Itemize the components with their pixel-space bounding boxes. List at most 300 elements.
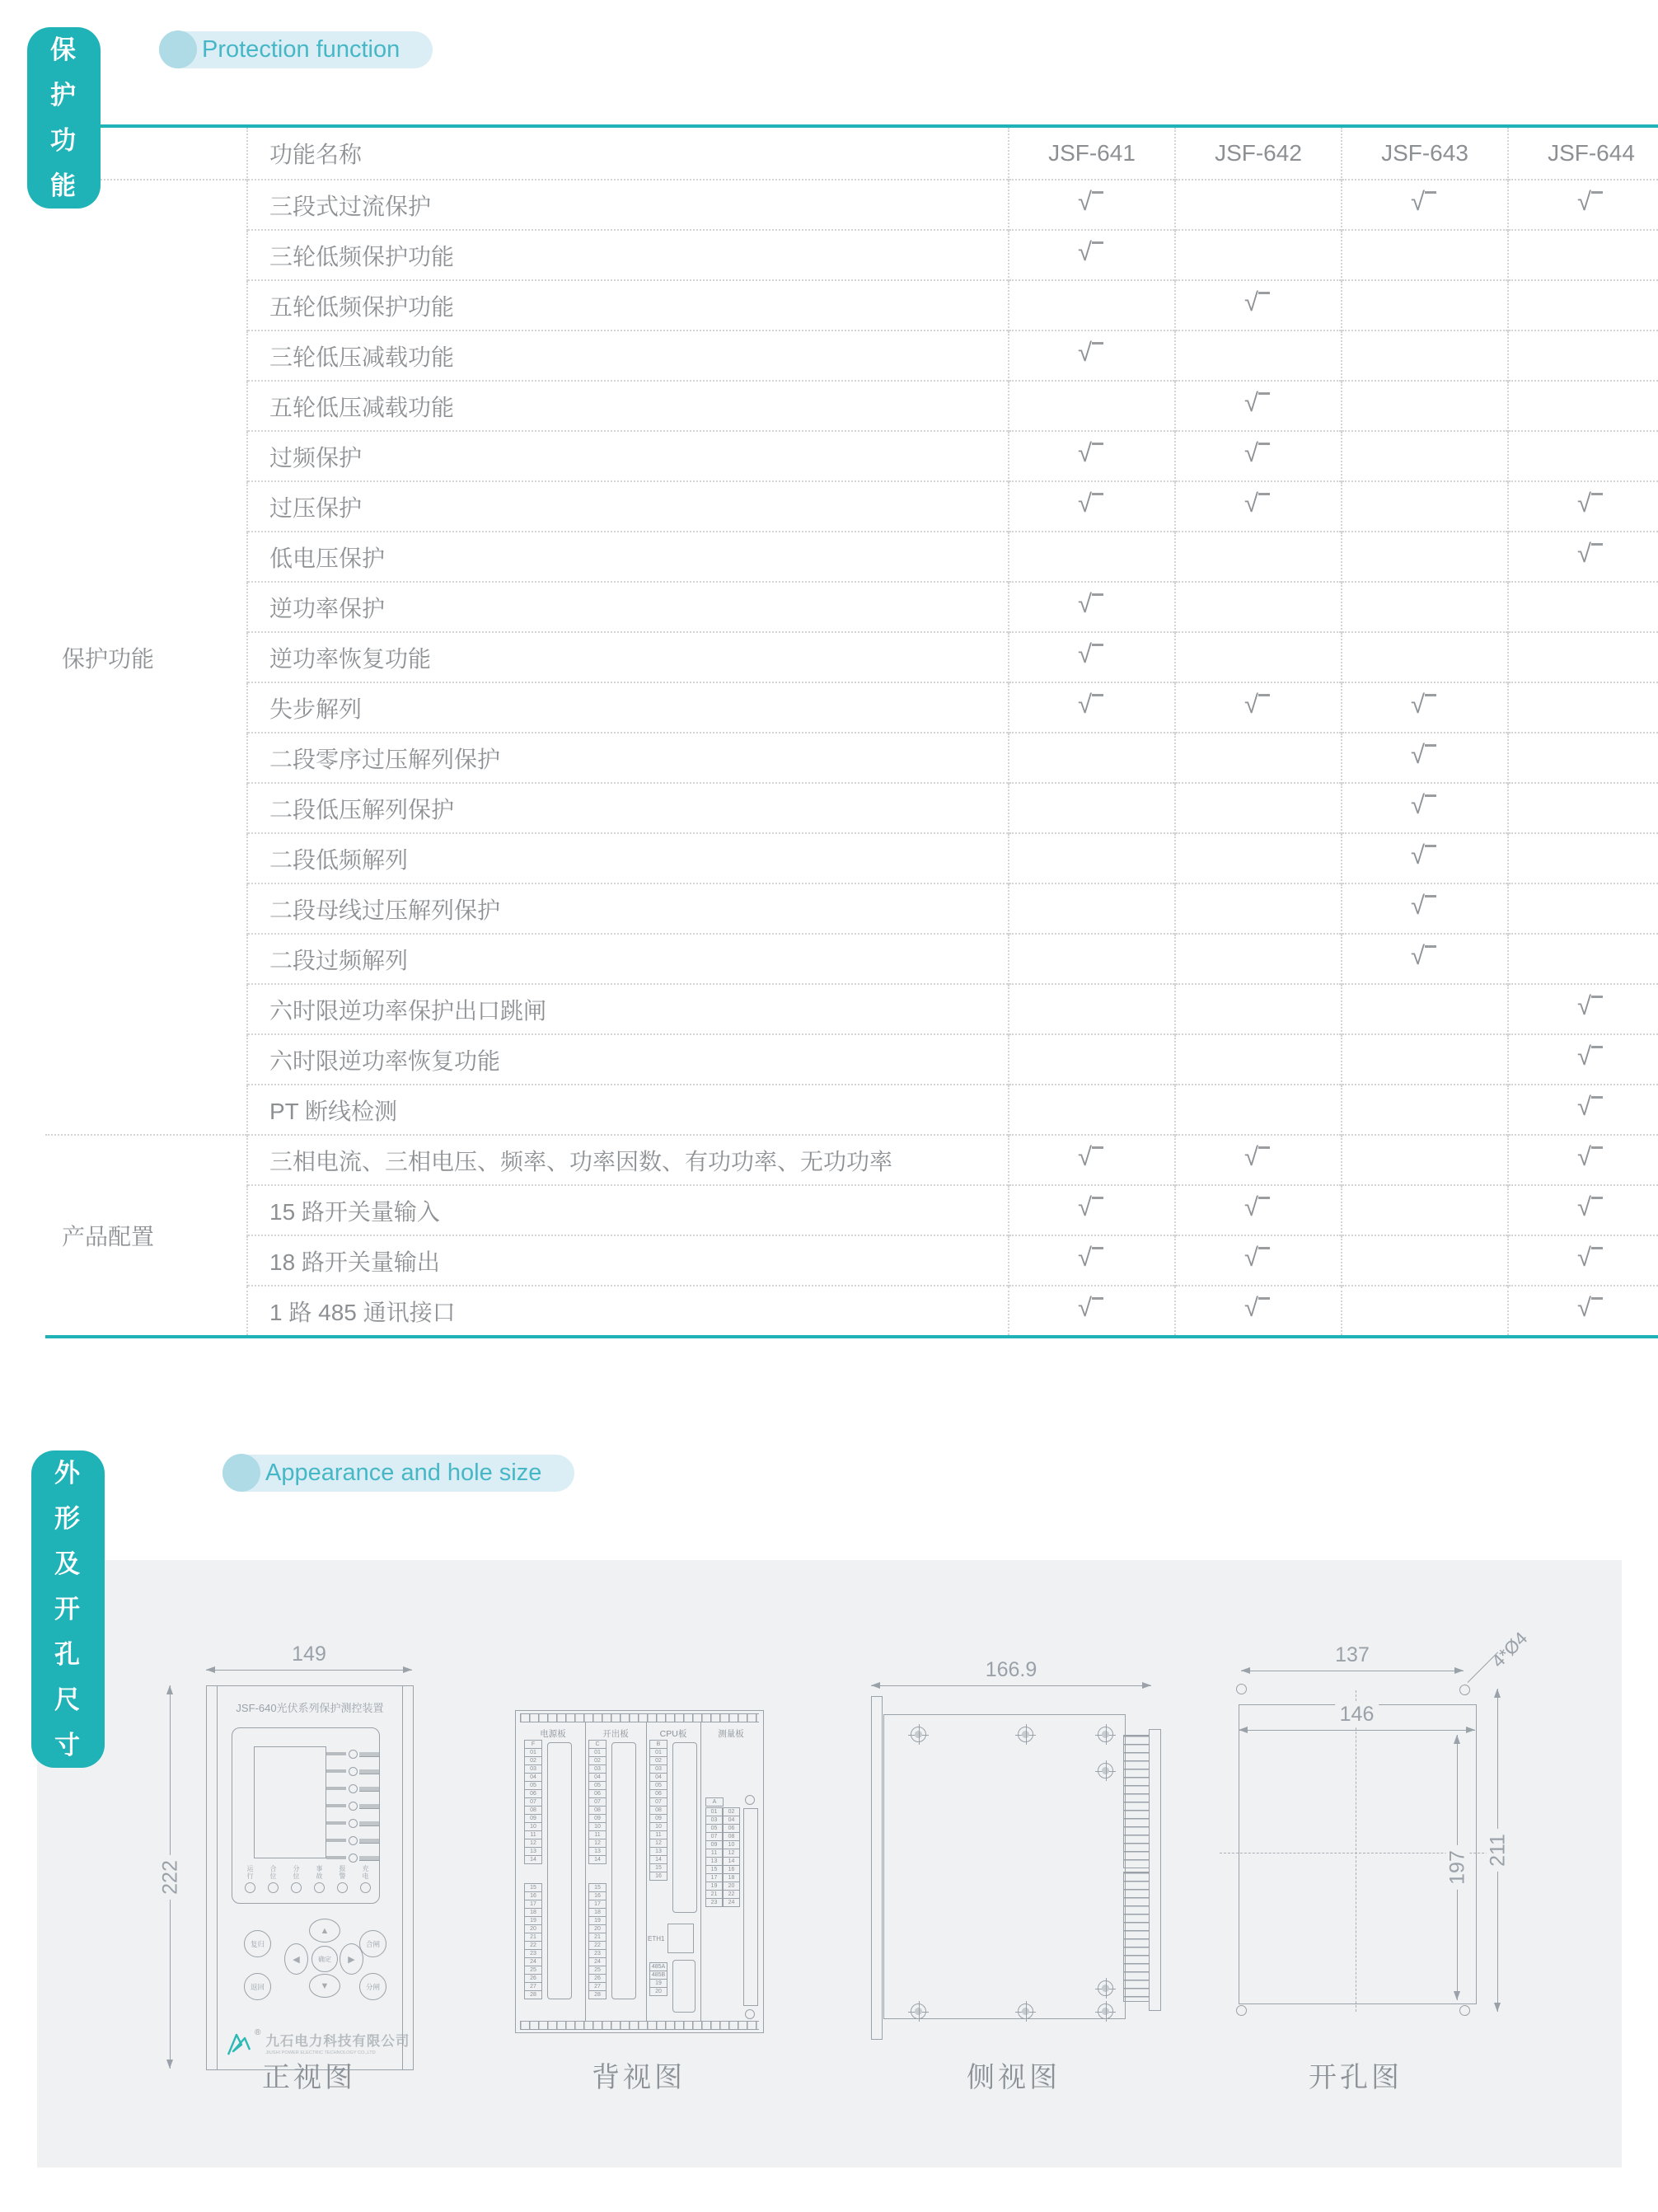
blank-plate <box>743 1808 758 2006</box>
brand-name-en: JIUSHI POWER ELECTRIC TECHNOLOGY CO.,LTD <box>265 2050 376 2055</box>
measure-terminal-grid <box>705 1808 740 1907</box>
model-support-cell <box>1342 1185 1508 1235</box>
check-icon <box>1577 539 1605 569</box>
model-support-cell <box>1009 833 1175 883</box>
open-switch-button: 分闸 <box>359 1973 386 2000</box>
model-support-cell <box>1508 934 1658 984</box>
screw-center <box>915 1731 922 1738</box>
model-support-cell <box>1175 582 1342 632</box>
dimension-label: 166.9 <box>981 1658 1042 1682</box>
model-support-cell <box>1175 1185 1342 1235</box>
terminal-cell: 18 <box>524 1908 542 1917</box>
screw-icon <box>1018 2003 1033 2019</box>
terminal-cell: 14 <box>649 1855 667 1864</box>
terminal-cell: 18 <box>723 1873 740 1882</box>
terminal-cell: 07 <box>588 1797 607 1807</box>
led-label: 运行 <box>246 1865 254 1880</box>
indicator-led <box>349 1784 358 1793</box>
terminal-cell: 06 <box>649 1789 667 1798</box>
side-view-caption: 侧视图 <box>967 2062 1061 2093</box>
model-support-cell <box>1009 883 1175 934</box>
model-support-cell <box>1342 733 1508 783</box>
model-support-cell <box>1508 532 1658 582</box>
led-circle-icon <box>245 1882 255 1893</box>
terminal-cell: 09 <box>705 1840 723 1849</box>
dimension-label: 146 <box>1335 1703 1379 1727</box>
terminal-cell: 16 <box>588 1891 607 1900</box>
terminal-cell: 07 <box>524 1797 542 1807</box>
check-icon <box>1244 690 1272 719</box>
group-label: 产品配置 <box>45 1135 247 1337</box>
indicator-row <box>326 1750 379 1758</box>
table-row <box>45 431 1658 481</box>
terminal-cell: 01 <box>524 1748 542 1757</box>
function-name-cell: PT 断线检测 <box>247 1085 1009 1135</box>
table-row <box>45 682 1658 733</box>
terminal-strip <box>649 1741 667 1881</box>
terminal-cell: 02 <box>588 1756 607 1765</box>
terminal-cell: 08 <box>588 1806 607 1815</box>
table-row <box>45 833 1658 883</box>
terminal-cell: 01 <box>588 1748 607 1757</box>
model-support-cell <box>1508 883 1658 934</box>
model-support-cell <box>1508 280 1658 330</box>
terminal-strip <box>524 1741 542 1999</box>
check-icon <box>1078 438 1106 468</box>
connector-outline <box>672 1960 696 2013</box>
badge-notch <box>159 30 197 68</box>
model-column-header: JSF-644 <box>1508 126 1658 180</box>
model-support-cell <box>1175 532 1342 582</box>
terminal-cell: 24 <box>588 1957 607 1966</box>
dpad-navigation <box>284 1919 363 1998</box>
model-support-cell <box>1009 1235 1175 1286</box>
screw-center <box>1022 2008 1029 2015</box>
terminal-cell: 20 <box>723 1882 740 1891</box>
terminal-cell: 07 <box>705 1832 723 1841</box>
led-label: 充电 <box>362 1865 369 1880</box>
indicator-led <box>349 1853 358 1863</box>
status-led <box>287 1865 305 1893</box>
table-row <box>45 934 1658 984</box>
check-icon <box>1577 1293 1605 1323</box>
terminal-cell: 13 <box>524 1847 542 1856</box>
terminal-block-lower <box>1123 1872 1150 2002</box>
terminal-cell: 10 <box>649 1822 667 1831</box>
model-support-cell <box>1508 481 1658 532</box>
model-support-cell <box>1009 381 1175 431</box>
terminal-cell: 11 <box>705 1849 723 1858</box>
front-width-dimension <box>206 1643 412 1671</box>
indicator-row <box>326 1853 379 1862</box>
drawings-panel <box>37 1560 1622 2167</box>
terminal-cell: F <box>524 1740 542 1749</box>
model-support-cell <box>1342 883 1508 934</box>
led-label: 合位 <box>269 1865 277 1880</box>
check-icon <box>1078 1293 1106 1323</box>
check-icon <box>1078 489 1106 518</box>
terminal-cell: 05 <box>588 1781 607 1790</box>
dimension-label: 211 <box>1487 1829 1510 1872</box>
terminal-cell: 20 <box>588 1924 607 1933</box>
check-icon <box>1078 338 1106 368</box>
led-circle-icon <box>291 1882 302 1893</box>
brand-name-zh: 九石电力科技有限公司 <box>265 2034 410 2049</box>
board-title: 电源板 <box>540 1729 566 1739</box>
check-icon <box>1411 841 1439 870</box>
terminal-cell: 04 <box>723 1816 740 1825</box>
hole-view <box>1215 1628 1578 2038</box>
terminal-cell: 25 <box>524 1966 542 1975</box>
check-icon <box>1078 187 1106 217</box>
terminal-block-upper <box>1123 1735 1150 1868</box>
indicator-label <box>359 1769 379 1774</box>
model-support-cell <box>1175 984 1342 1034</box>
model-support-cell <box>1342 783 1508 833</box>
function-name-cell: 二段零序过压解列保护 <box>247 733 1009 783</box>
board-title: CPU板 <box>659 1729 687 1739</box>
indicator-row <box>326 1836 379 1844</box>
table-row <box>45 733 1658 783</box>
table-row <box>45 532 1658 582</box>
model-support-cell <box>1175 381 1342 431</box>
model-support-cell <box>1508 1034 1658 1085</box>
terminal-cell: 28 <box>588 1990 607 1999</box>
terminal-cell: 02 <box>524 1756 542 1765</box>
table-row <box>45 1286 1658 1337</box>
model-support-cell <box>1508 1235 1658 1286</box>
terminal-cell: 04 <box>524 1773 542 1782</box>
check-icon <box>1577 991 1605 1021</box>
model-support-cell <box>1009 984 1175 1034</box>
jiushi-logo-icon <box>225 2030 253 2058</box>
model-support-cell <box>1342 682 1508 733</box>
terminal-cell: 13 <box>705 1857 723 1866</box>
indicator-label <box>326 1787 346 1790</box>
model-support-cell <box>1342 632 1508 682</box>
check-icon <box>1411 740 1439 770</box>
terminal-cell: 485A <box>649 1962 667 1971</box>
cutout-rectangle <box>1239 1704 1477 2004</box>
terminal-cell: 01 <box>705 1807 723 1816</box>
function-table <box>45 124 1658 1338</box>
status-led <box>241 1865 259 1893</box>
terminal-cell: 03 <box>705 1816 723 1825</box>
terminal-cell: 06 <box>723 1824 740 1833</box>
table-row <box>45 582 1658 632</box>
status-led <box>310 1865 328 1893</box>
connector-outline <box>547 1742 572 1999</box>
terminal-cell: 17 <box>524 1900 542 1909</box>
terminal-cell: 23 <box>524 1949 542 1958</box>
model-support-cell <box>1009 481 1175 532</box>
close-switch-button: 合闸 <box>359 1930 386 1957</box>
check-icon <box>1244 1142 1272 1172</box>
check-icon <box>1577 187 1605 217</box>
indicator-row <box>326 1802 379 1810</box>
model-support-cell <box>1009 532 1175 582</box>
screw-icon <box>1098 1727 1113 1742</box>
terminal-cell: 03 <box>649 1764 667 1774</box>
indicator-led <box>349 1819 358 1828</box>
dimension-label: 137 <box>1330 1643 1375 1667</box>
model-support-cell <box>1508 632 1658 682</box>
terminal-cell: 08 <box>649 1806 667 1815</box>
bottom-terminal-comb <box>520 2021 759 2030</box>
terminal-cell: 24 <box>723 1898 740 1907</box>
model-support-cell <box>1009 682 1175 733</box>
front-height-dimension <box>158 1685 182 2069</box>
registered-mark: ® <box>255 2028 261 2037</box>
terminal-cell: 19 <box>649 1979 667 1988</box>
indicator-row <box>326 1784 379 1793</box>
model-support-cell <box>1009 934 1175 984</box>
model-support-cell <box>1175 934 1342 984</box>
model-support-cell <box>1342 481 1508 532</box>
mounting-hole <box>1459 1685 1470 1695</box>
indicator-led <box>349 1750 358 1759</box>
terminal-cell: 18 <box>588 1908 607 1917</box>
model-support-cell <box>1009 230 1175 280</box>
led-label: 事故 <box>316 1865 323 1880</box>
brand-logo <box>225 2030 410 2058</box>
front-panel-edge <box>871 1696 883 2040</box>
check-icon <box>1411 941 1439 971</box>
check-icon <box>1078 1193 1106 1222</box>
indicator-led <box>349 1802 358 1811</box>
terminal-cell: 23 <box>705 1898 723 1907</box>
model-support-cell <box>1009 280 1175 330</box>
model-support-cell <box>1175 431 1342 481</box>
model-support-cell <box>1342 532 1508 582</box>
right-arrow-icon: ▶ <box>340 1943 363 1975</box>
mounting-hole <box>1236 1684 1247 1694</box>
table-row <box>45 180 1658 230</box>
side-body <box>883 1714 1126 2019</box>
terminal-cell: 09 <box>588 1814 607 1823</box>
model-support-cell <box>1508 733 1658 783</box>
model-support-cell <box>1009 783 1175 833</box>
terminal-cell: 22 <box>524 1941 542 1950</box>
model-column-header: JSF-641 <box>1009 126 1175 180</box>
indicator-label <box>359 1839 379 1844</box>
model-support-cell <box>1175 1034 1342 1085</box>
terminal-cell: 10 <box>723 1840 740 1849</box>
screw-center <box>1102 2008 1109 2015</box>
model-support-cell <box>1508 682 1658 733</box>
terminal-cell: 27 <box>588 1982 607 1991</box>
cutout-height-dimension <box>1445 1735 1469 2000</box>
terminal-cell: 09 <box>649 1814 667 1823</box>
table-row <box>45 280 1658 330</box>
terminal-cell: 02 <box>649 1756 667 1765</box>
terminal-cell: 19 <box>524 1916 542 1925</box>
check-icon <box>1244 438 1272 468</box>
model-support-cell <box>1175 783 1342 833</box>
down-arrow-icon: ▼ <box>309 1974 340 1998</box>
table-row <box>45 481 1658 532</box>
plate-screw-hole <box>745 2009 755 2019</box>
board-2 <box>587 1722 644 2021</box>
model-support-cell <box>1342 934 1508 984</box>
indicator-led <box>349 1836 358 1845</box>
terminal-cell: 485B <box>649 1971 667 1980</box>
model-support-cell <box>1175 1135 1342 1185</box>
table-row <box>45 984 1658 1034</box>
screw-icon <box>1018 1727 1033 1742</box>
function-name-cell: 二段低压解列保护 <box>247 783 1009 833</box>
model-support-cell <box>1342 1135 1508 1185</box>
function-name-cell: 二段母线过压解列保护 <box>247 883 1009 934</box>
model-support-cell <box>1009 1185 1175 1235</box>
up-arrow-icon: ▲ <box>309 1919 340 1943</box>
screw-icon <box>1098 1980 1113 1996</box>
model-support-cell <box>1175 1235 1342 1286</box>
table-row <box>45 1185 1658 1235</box>
function-name-cell: 18 路开关量输出 <box>247 1235 1009 1286</box>
function-table-body <box>45 180 1658 1337</box>
terminal-strip <box>588 1741 607 1999</box>
function-name-cell: 二段低频解列 <box>247 833 1009 883</box>
plate-screw-hole <box>745 1795 755 1805</box>
overall-height-dimension <box>1486 1689 1510 2012</box>
block-gap <box>588 1864 607 1884</box>
dimension-label: 149 <box>287 1643 331 1666</box>
terminal-cell: 10 <box>588 1822 607 1831</box>
terminal-cell: 13 <box>588 1847 607 1856</box>
check-icon <box>1244 1193 1272 1222</box>
confirm-button: 确定 <box>311 1946 338 1972</box>
check-icon <box>1577 1042 1605 1071</box>
terminal-cell: 05 <box>705 1824 723 1833</box>
function-name-cell: 15 路开关量输入 <box>247 1185 1009 1235</box>
function-name-cell: 失步解列 <box>247 682 1009 733</box>
model-support-cell <box>1009 733 1175 783</box>
check-icon <box>1078 589 1106 619</box>
check-icon <box>1078 690 1106 719</box>
terminal-cell: 26 <box>588 1974 607 1983</box>
terminal-cell: 21 <box>588 1933 607 1942</box>
left-arrow-icon: ◀ <box>284 1943 308 1975</box>
model-support-cell <box>1342 1034 1508 1085</box>
status-led <box>333 1865 351 1893</box>
model-support-cell <box>1009 1085 1175 1135</box>
table-row <box>45 1085 1658 1135</box>
check-icon <box>1244 1243 1272 1272</box>
table-row <box>45 381 1658 431</box>
return-button: 返回 <box>244 1973 271 2000</box>
model-support-cell <box>1009 1135 1175 1185</box>
model-support-cell <box>1009 330 1175 381</box>
model-support-cell <box>1009 1286 1175 1337</box>
model-support-cell <box>1342 984 1508 1034</box>
model-support-cell <box>1508 1286 1658 1337</box>
terminal-cell: 05 <box>649 1781 667 1790</box>
model-support-cell <box>1508 582 1658 632</box>
terminal-cell: 11 <box>524 1830 542 1839</box>
function-name-cell: 五轮低频保护功能 <box>247 280 1009 330</box>
function-name-cell: 六时限逆功率保护出口跳闸 <box>247 984 1009 1034</box>
terminal-cell: 20 <box>649 1987 667 1996</box>
screw-center <box>915 2008 922 2015</box>
check-icon <box>1577 1193 1605 1222</box>
back-view <box>515 1710 764 2033</box>
function-name-header: 功能名称 <box>247 126 1009 180</box>
terminal-cell: 16 <box>723 1865 740 1874</box>
indicator-label <box>359 1752 379 1757</box>
front-device-drawing <box>206 1685 414 2070</box>
indicator-label <box>359 1821 379 1826</box>
check-icon <box>1078 1243 1106 1272</box>
indicator-label <box>359 1856 379 1861</box>
top-terminal-comb <box>520 1713 759 1722</box>
model-support-cell <box>1508 1085 1658 1135</box>
board-1 <box>522 1722 583 2021</box>
check-icon <box>1244 1293 1272 1323</box>
model-support-cell <box>1342 833 1508 883</box>
screw-icon <box>911 1727 926 1742</box>
led-label: 分位 <box>293 1865 300 1880</box>
hole-note: 4*Ø4 <box>1487 1628 1532 1672</box>
check-icon <box>1078 1142 1106 1172</box>
check-icon <box>1577 489 1605 518</box>
terminal-cell: 22 <box>723 1890 740 1899</box>
model-support-cell <box>1342 180 1508 230</box>
side-width-dimension <box>871 1658 1151 1686</box>
block-gap <box>524 1864 542 1884</box>
terminal-cell: 10 <box>524 1822 542 1831</box>
indicator-label <box>326 1804 346 1807</box>
model-support-cell <box>1342 280 1508 330</box>
led-circle-icon <box>314 1882 325 1893</box>
function-name-cell: 低电压保护 <box>247 532 1009 582</box>
terminal-cell: 14 <box>524 1855 542 1864</box>
indicator-label <box>326 1839 346 1842</box>
model-support-cell <box>1175 632 1342 682</box>
function-name-cell: 三轮低频保护功能 <box>247 230 1009 280</box>
check-icon <box>1411 690 1439 719</box>
table-header-row <box>45 126 1658 180</box>
indicator-label <box>326 1821 346 1825</box>
check-icon <box>1411 891 1439 921</box>
front-view <box>132 1638 478 2108</box>
function-name-cell: 二段过频解列 <box>247 934 1009 984</box>
indicator-led <box>349 1767 358 1776</box>
screw-center <box>1102 1985 1109 1992</box>
screw-center <box>1102 1767 1109 1774</box>
terminal-cell: 08 <box>723 1832 740 1841</box>
check-icon <box>1078 237 1106 267</box>
board-4 <box>702 1722 760 2021</box>
terminal-cell: 15 <box>524 1883 542 1892</box>
cutout-width-dimension <box>1239 1703 1475 1731</box>
terminal-cell: 04 <box>649 1773 667 1782</box>
model-support-cell <box>1175 1085 1342 1135</box>
terminal-cell: 01 <box>649 1748 667 1757</box>
model-support-cell <box>1175 682 1342 733</box>
hole-view-caption: 开孔图 <box>1309 2062 1403 2093</box>
check-icon <box>1244 489 1272 518</box>
front-screen-panel <box>232 1727 380 1904</box>
terminal-cell: 05 <box>524 1781 542 1790</box>
back-view-caption: 背视图 <box>592 2062 686 2093</box>
function-name-cell: 过频保护 <box>247 431 1009 481</box>
check-icon <box>1244 288 1272 317</box>
function-name-cell: 过压保护 <box>247 481 1009 532</box>
appearance-zh-pill: 外形及开孔尺寸 <box>31 1450 105 1768</box>
terminal-cell: 09 <box>524 1814 542 1823</box>
screw-icon <box>1098 1763 1113 1779</box>
